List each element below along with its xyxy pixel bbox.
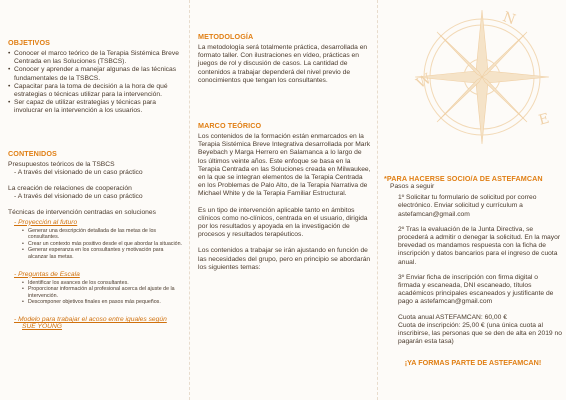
- socio-step-2: 2º Tras la evaluación de la Junta Directiva, se procederá a admitir o denegar la solicitud. En la mayor brevedad os mandamos respuesta con la ficha de inscripción y datos bancarios para el ingreso de cuota anual.: [398, 225, 561, 266]
- contenidos-p1-sub: - A través del visionado de un caso práctico: [14, 168, 143, 176]
- contenidos-p2-sub: - A través del visionado de un caso práctico: [14, 193, 143, 201]
- metodologia-text: La metodología será totalmente práctica, desarrollada en formato taller. Con ilustraciones en vídeo, prácticas en juegos de rol y discusión de casos. La cantidad de contenidos a trabajar dependerá del nivel previo de conocimientos que tengan los consultantes.: [198, 44, 368, 84]
- middle-column: [189, 0, 377, 400]
- preguntas-item: • Proporcionar información al profesional acerca del ajuste de la intervención.: [22, 286, 183, 299]
- socio-section: [384, 174, 562, 367]
- objetivo-item: • Ser capaz de utilizar estrategias y técnicas para involucrar en la intervención a los usuarios.: [8, 99, 183, 115]
- socio-steps: [384, 194, 562, 306]
- socio-intro: Pasos a seguir: [390, 183, 435, 190]
- preguntas-item: • Identificar los avances de los consultantes.: [22, 280, 183, 287]
- contenidos-heading: CONTENIDOS: [8, 148, 57, 158]
- objetivo-item: • Conocer y aprender a manejar algunas de las técnicas fundamentales de la TSBCS.: [8, 66, 183, 82]
- proyeccion-title: - Proyección al futuro: [14, 218, 78, 226]
- marco-p3: Los contenidos a trabajar se irán ajustando en función de las necesidades del grupo, pero en principio se abordarán los siguientes temas:: [198, 247, 371, 271]
- socio-heading: *PARA HACERSE SOCIO/A DE ASTEFAMCAN: [384, 174, 543, 183]
- proyeccion-item: • Generar una descripción detallada de las metas de los consultantes.: [22, 228, 183, 241]
- objetivos-list: [8, 50, 183, 116]
- compass-letter-e: E: [537, 110, 552, 129]
- left-column: [0, 0, 189, 400]
- preguntas-list: [8, 280, 183, 306]
- proyeccion-item: • Crear un contexto más positivo desde el que abordar la situación.: [22, 241, 183, 248]
- modelo-line2: SUE YOUNG: [22, 322, 63, 330]
- marco-p1: Los contenidos de la formación están enmarcados en la Terapia Sistémica Breve Integrativa desarrollada por Mark Beyebach y Marga Herrero en Salamanca a lo largo de los últimos veinte años. Este enfoque se basa en la Terapia Centrada en las Soluciones creada en Milwaukee, en la que se integran elementos de la Terapia Centrada en los Problemas de Palo Alto, de la Terapia Narrativa de Michael White y de la Terapia Familiar Estructural.: [198, 133, 371, 198]
- objetivo-item: • Capacitar para la toma de decisión a la hora de qué estrategias o técnicas utilizar para la intervención.: [8, 83, 183, 99]
- socio-step-3: 3º Enviar ficha de inscripción con firma digital o firmada y escaneada, DNI escaneado, títulos académicos principales escaneados y justificante de pago a astefamcan@gmail.com: [398, 273, 554, 306]
- cuota-inscripcion: Cuota de inscripción: 25,00 € (una única cuota al inscribirse, las personas que se den de alta en 2019 no pagarán esta tasa): [398, 321, 562, 346]
- marco-heading: MARCO TEÓRICO: [198, 121, 262, 131]
- preguntas-title: - Preguntas de Escala: [14, 270, 80, 278]
- cuota-anual: Cuota anual ASTEFAMCAN: 60,00 €: [398, 313, 507, 321]
- metodologia-heading: METODOLOGÍA: [198, 32, 254, 41]
- preguntas-item: • Descomponer objetivos finales en pasos más pequeños.: [22, 299, 183, 306]
- marco-p2: Es un tipo de intervención aplicable tanto en ámbitos clínicos como no-clínicos, centrada en el usuario, dirigida por los resultados y apoyada en la investigación de procesos y resultados terapéuticos.: [198, 206, 368, 239]
- contenidos-p1: Presupuestos teóricos de la TSBCS: [8, 160, 115, 168]
- compass-letter-n: N: [500, 9, 518, 29]
- right-column: [377, 0, 566, 400]
- compass-letter-w: W: [413, 70, 435, 92]
- contenidos-p3: Técnicas de intervención centradas en soluciones: [8, 209, 156, 217]
- contenidos-p2: La creación de relaciones de cooperación: [8, 185, 132, 193]
- objetivo-item: • Conocer el marco teórico de la Terapia Sistémica Breve Centrada en las Soluciones (TSBCS).: [8, 50, 183, 66]
- objetivos-heading: OBJETIVOS: [8, 38, 51, 47]
- modelo-line1: - Modelo para trabajar el acoso entre iguales según: [14, 315, 167, 323]
- socio-step-1: 1º Solicitar tu formulario de solicitud por correo electrónico. Enviar solicitud y currículum a astefamcan@gmail.com: [398, 194, 537, 218]
- proyeccion-item: • Generar esperanza en los consultantes y motivación para alcanzar las metas.: [22, 247, 183, 260]
- socio-finale: ¡YA FORMAS PARTE DE ASTEFAMCAN!: [404, 358, 542, 368]
- proyeccion-list: [8, 228, 183, 261]
